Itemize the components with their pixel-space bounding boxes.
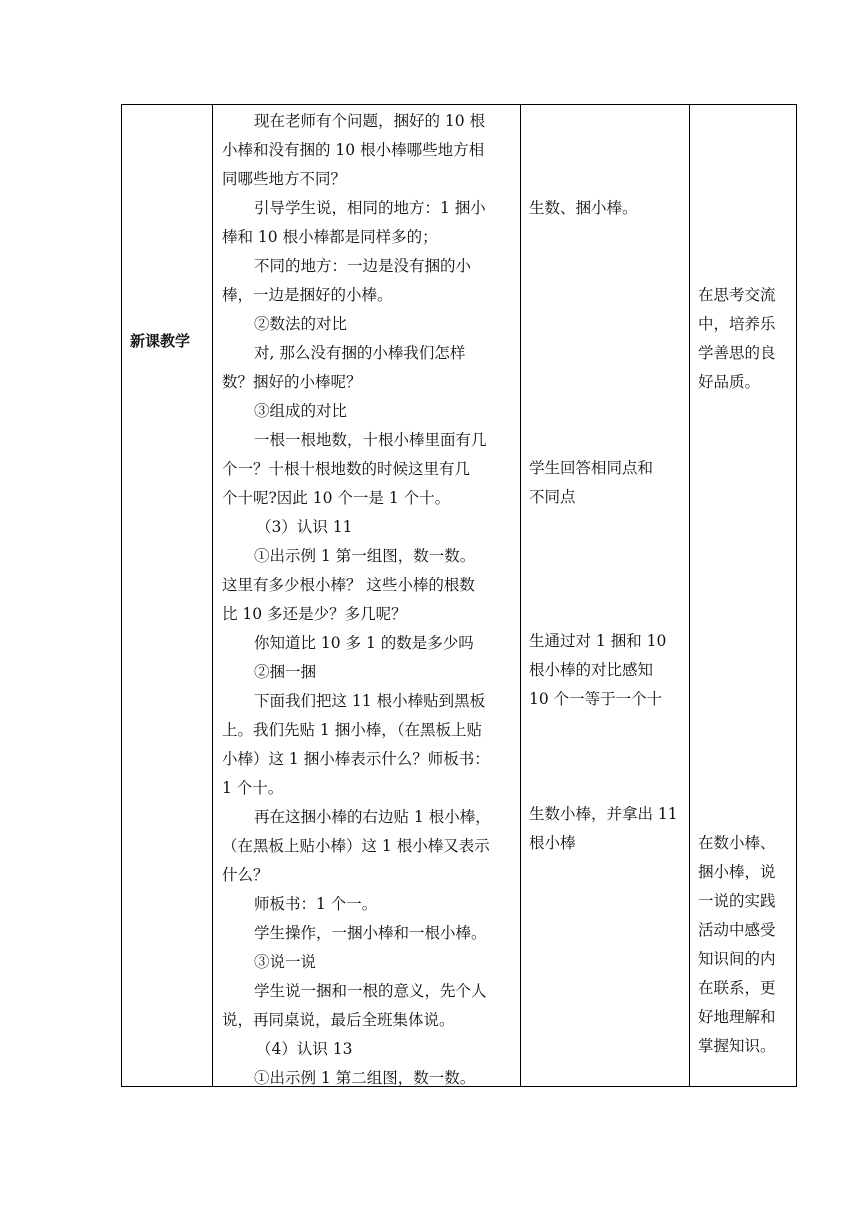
intent-line: 活动中感受 bbox=[698, 921, 776, 939]
teacher-line: 你知道比 10 多 1 的数是多少吗 bbox=[254, 634, 474, 652]
teacher-line: 下面我们把这 11 根小棒贴到黑板 bbox=[254, 692, 486, 710]
teacher-line: 说，再同桌说，最后全班集体说。 bbox=[222, 1011, 455, 1029]
table-border-left bbox=[121, 104, 122, 1087]
table-divider-3 bbox=[689, 104, 690, 1087]
teacher-line: 学生说一捆和一根的意义，先个人 bbox=[254, 982, 487, 1000]
student-line: 根小棒 bbox=[529, 834, 576, 852]
intent-line: 好品质。 bbox=[698, 373, 761, 391]
design-intent-block bbox=[698, 281, 790, 397]
teacher-line: 个十呢?因此 10 个一是 1 个十。 bbox=[222, 489, 451, 507]
teacher-activity-cell bbox=[222, 107, 514, 1093]
intent-line: 掌握知识。 bbox=[698, 1037, 776, 1055]
teacher-line: （3）认识 11 bbox=[256, 518, 353, 536]
teacher-line: 小棒）这 1 捆小棒表示什么？师板书： bbox=[222, 750, 490, 768]
teacher-line: 小棒和没有捆的 10 根小棒哪些地方相 bbox=[222, 141, 485, 159]
intent-line: 在思考交流 bbox=[698, 286, 776, 304]
design-intent-block bbox=[698, 829, 790, 1061]
teacher-line: ②数法的对比 bbox=[254, 315, 348, 333]
teacher-line: ①出示例 1 第一组图，数一数。 bbox=[254, 547, 476, 565]
teacher-line: ①出示例 1 第二组图，数一数。 bbox=[254, 1069, 476, 1087]
teacher-line: 学生操作，一捆小棒和一根小棒。 bbox=[254, 924, 487, 942]
table-divider-2 bbox=[520, 104, 521, 1087]
student-activity-block bbox=[529, 454, 685, 512]
teacher-line: 引导学生说，相同的地方：1 捆小 bbox=[254, 199, 486, 217]
teacher-line: 上。我们先贴 1 捆小棒，（在黑板上贴 bbox=[222, 721, 482, 739]
teacher-line: ③组成的对比 bbox=[254, 402, 348, 420]
teacher-line: 一根一根地数，十根小棒里面有几 bbox=[254, 431, 487, 449]
teacher-line: 数？捆好的小棒呢？ bbox=[222, 373, 362, 391]
intent-line: 中，培养乐 bbox=[698, 315, 776, 333]
student-line: 不同点 bbox=[529, 488, 576, 506]
section-label: 新课教学 bbox=[130, 332, 191, 350]
table-border-right bbox=[796, 104, 797, 1087]
teacher-line: （在黑板上贴小棒）这 1 根小棒又表示 bbox=[222, 837, 490, 855]
teacher-line: 现在老师有个问题，捆好的 10 根 bbox=[254, 112, 486, 130]
intent-line: 在数小棒、 bbox=[698, 834, 776, 852]
student-line: 生数、捆小棒。 bbox=[529, 199, 638, 217]
intent-line: 好地理解和 bbox=[698, 1008, 776, 1026]
teacher-line: （4）认识 13 bbox=[256, 1040, 353, 1058]
teacher-line: 对, 那么没有捆的小棒我们怎样 bbox=[254, 344, 466, 362]
teacher-line: 不同的地方：一边是没有捆的小 bbox=[254, 257, 472, 275]
teacher-line: ②捆一捆 bbox=[254, 663, 317, 681]
teacher-line: 这里有多少根小棒？ 这些小棒的根数 bbox=[222, 576, 475, 594]
intent-line: 知识间的内 bbox=[698, 950, 776, 968]
intent-line: 一说的实践 bbox=[698, 892, 776, 910]
student-line: 学生回答相同点和 bbox=[529, 459, 654, 477]
teacher-line: 比 10 多还是少？多几呢？ bbox=[222, 605, 407, 623]
table-divider-1 bbox=[212, 104, 213, 1087]
student-line: 根小棒的对比感知 bbox=[529, 661, 654, 679]
teacher-line: 1 个十。 bbox=[222, 779, 284, 797]
student-activity-block bbox=[529, 800, 685, 858]
teacher-line: 什么？ bbox=[222, 866, 269, 884]
student-activity-block bbox=[529, 194, 685, 223]
student-activity-block bbox=[529, 627, 685, 714]
teacher-line: 再在这捆小棒的右边贴 1 根小棒， bbox=[254, 808, 491, 826]
teacher-line: ③说一说 bbox=[254, 953, 317, 971]
table-top-border bbox=[121, 104, 797, 105]
intent-line: 在联系，更 bbox=[698, 979, 776, 997]
teacher-line: 师板书：1 个一。 bbox=[254, 895, 378, 913]
teacher-line: 个一？十根十根地数的时候这里有几 bbox=[222, 460, 471, 478]
student-line: 生数小棒，并拿出 11 bbox=[529, 805, 678, 823]
student-line: 生通过对 1 捆和 10 bbox=[529, 632, 667, 650]
intent-line: 学善思的良 bbox=[698, 344, 776, 362]
teacher-line: 棒和 10 根小棒都是同样多的； bbox=[222, 228, 438, 246]
intent-line: 捆小棒，说 bbox=[698, 863, 776, 881]
teacher-line: 同哪些地方不同？ bbox=[222, 170, 347, 188]
student-line: 10 个一等于一个十 bbox=[529, 690, 663, 708]
teacher-line: 棒，一边是捆好的小棒。 bbox=[222, 286, 393, 304]
